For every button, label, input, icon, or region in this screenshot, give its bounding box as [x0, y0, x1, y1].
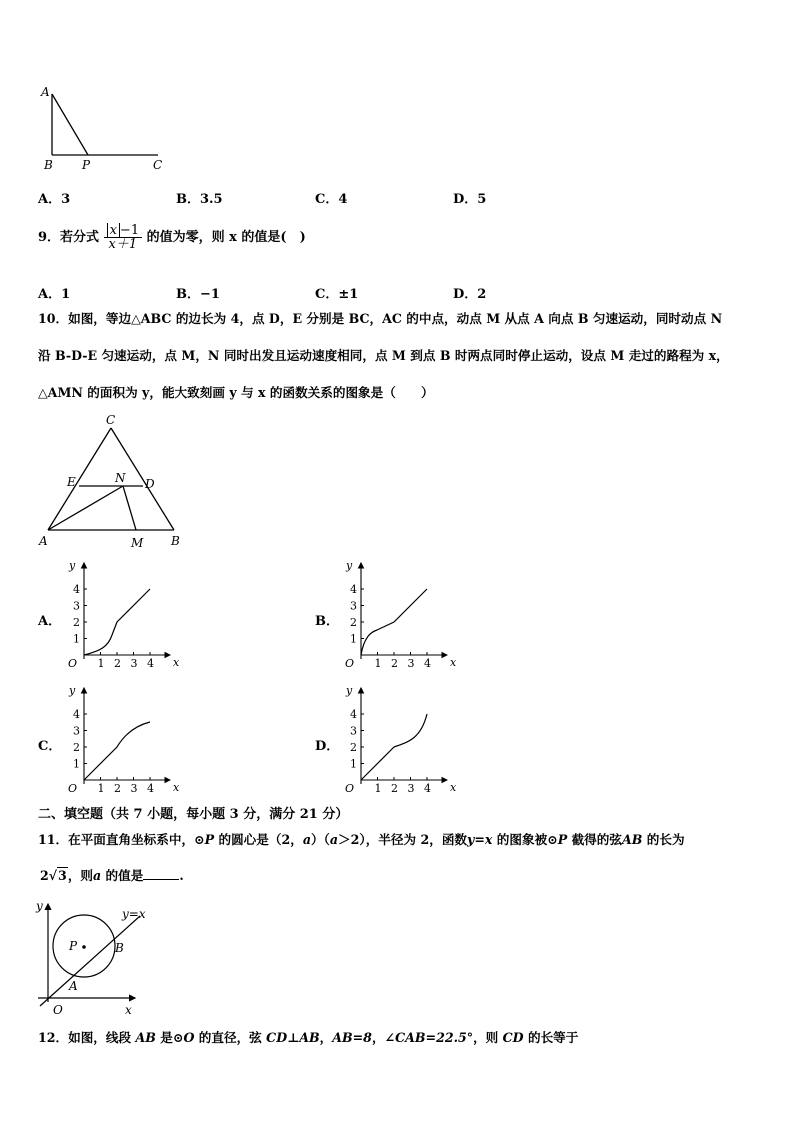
y-tick-label: 1 [73, 632, 80, 646]
q12-question: 12．如图，线段 AB 是⊙O 的直径，弦 CD⊥AB，AB=8，∠CAB=22.5°，则 CD 的长等于 [38, 1030, 579, 1045]
q11-answer-blank[interactable] [143, 879, 179, 880]
x-tick-label: 3 [407, 657, 415, 670]
graph-option-b [337, 555, 462, 670]
function-curve [84, 589, 150, 655]
x-tick-label: 4 [147, 782, 154, 795]
function-curve [361, 714, 427, 780]
q10-option-b-label: B． [315, 614, 339, 629]
origin-label: O [68, 657, 78, 670]
x-axis-label: x [173, 781, 180, 794]
fig11-a: A [69, 979, 78, 993]
origin-label: O [345, 782, 355, 795]
x-tick-label: 1 [374, 657, 382, 670]
x-tick-label: 2 [114, 782, 121, 795]
tri-label-b: B [171, 534, 180, 548]
fig11-b: B [115, 941, 124, 955]
y-tick-label: 1 [350, 757, 357, 771]
q10-option-c-label: C． [38, 739, 62, 754]
q10-line-2: 沿 B-D-E 匀速运动，点 M，N 同时出发且运动速度相同，点 M 到点 B 时两点同时停止运动，设点 M 走过的路程为 x， [38, 348, 729, 363]
tri-label-m: M [131, 536, 144, 550]
x-tick-label: 4 [424, 782, 431, 795]
x-tick-label: 1 [97, 782, 105, 795]
tri-label-d: D [145, 477, 155, 491]
x-tick-label: 2 [391, 657, 398, 670]
q10-line-3: △AMN 的面积为 y，能大致刻画 y 与 x 的函数关系的图象是（ ） [38, 385, 434, 400]
origin-label: O [345, 657, 355, 670]
section-2-heading: 二、填空题（共 7 小题，每小题 3 分，满分 21 分） [38, 807, 349, 822]
y-tick-label: 1 [73, 757, 80, 771]
function-curve [361, 589, 427, 655]
q9-option-d: D．2 [453, 287, 487, 302]
function-curve [84, 722, 150, 780]
q9-denominator: x＋1 [108, 237, 138, 252]
y-axis-label: y [69, 559, 76, 572]
q9-option-a: A．1 [38, 287, 71, 302]
x-tick-label: 3 [407, 782, 415, 795]
tri-label-e: E [67, 475, 76, 489]
q9-suffix: 的值为零，则 x 的值是( ) [146, 230, 306, 245]
y-tick-label: 2 [350, 741, 357, 754]
tri-label-n: N [115, 471, 126, 485]
graph-option-a [60, 555, 185, 670]
y-tick-label: 3 [73, 724, 80, 738]
x-tick-label: 4 [424, 657, 431, 670]
q8-option-c: C．4 [315, 192, 348, 207]
x-tick-label: 2 [114, 657, 121, 670]
y-axis-label: y [346, 684, 353, 697]
label-b: B [44, 158, 53, 172]
y-tick-label: 2 [73, 616, 80, 629]
q8-option-d: D．5 [453, 192, 487, 207]
q8-option-b: B．3.5 [176, 192, 223, 207]
label-c: C [153, 158, 163, 172]
q11-line-2: 2√3，则a 的值是 . [40, 868, 184, 883]
x-tick-label: 1 [374, 782, 382, 795]
q8-option-a: A．3 [38, 192, 71, 207]
y-tick-label: 4 [350, 583, 357, 596]
y-tick-label: 3 [350, 724, 357, 738]
y-tick-label: 2 [350, 616, 357, 629]
y-tick-label: 1 [350, 632, 357, 646]
x-tick-label: 2 [391, 782, 398, 795]
y-tick-label: 4 [350, 708, 357, 721]
x-tick-label: 4 [147, 657, 154, 670]
y-tick-label: 4 [73, 583, 80, 596]
x-axis-label: x [173, 656, 180, 669]
fig11-x: x [125, 1003, 132, 1017]
y-tick-label: 3 [73, 599, 80, 613]
q9-option-b: B．−1 [176, 287, 220, 302]
q10-option-d-label: D． [315, 739, 340, 754]
graph-option-c [60, 680, 185, 795]
y-tick-label: 3 [350, 599, 357, 613]
q9-fraction [104, 224, 143, 251]
q9-prefix: 9．若分式 [38, 230, 100, 245]
fig11-o: O [53, 1003, 63, 1017]
figure-equilateral-triangle [36, 410, 196, 555]
graph-option-d [337, 680, 462, 795]
q10-line-1: 10．如图，等边△ABC 的边长为 4，点 D，E 分别是 BC，AC 的中点，动点 M 从点 A 向点 B 匀速运动，同时动点 N [38, 311, 723, 326]
label-a: A [41, 85, 50, 99]
x-axis-label: x [450, 656, 457, 669]
q9-option-c: C．±1 [315, 287, 359, 302]
y-axis-label: y [346, 559, 353, 572]
q9-question [38, 224, 306, 251]
x-tick-label: 3 [130, 657, 138, 670]
fig11-y: y [36, 899, 43, 913]
x-tick-label: 1 [97, 657, 105, 670]
q9-abs-x: x [107, 223, 120, 238]
fig11-line-label: y=x [122, 907, 146, 921]
y-tick-label: 4 [73, 708, 80, 721]
y-axis-label: y [69, 684, 76, 697]
y-tick-label: 2 [73, 741, 80, 754]
tri-label-a: A [39, 534, 48, 548]
fig11-p: P [69, 939, 78, 953]
label-p: P [82, 158, 91, 172]
q10-option-a-label: A． [38, 614, 62, 629]
figure-triangle-abp [36, 84, 171, 176]
tri-label-c: C [106, 413, 116, 427]
q9-num-tail: −1 [119, 223, 140, 238]
figure-circle-line [32, 898, 157, 1020]
origin-label: O [68, 782, 78, 795]
x-axis-label: x [450, 781, 457, 794]
x-tick-label: 3 [130, 782, 138, 795]
q11-line-1: 11．在平面直角坐标系中，⊙P 的圆心是（2，a）（a＞2），半径为 2，函数y=x 的图象被⊙P 截得的弦AB 的长为 [38, 832, 685, 847]
